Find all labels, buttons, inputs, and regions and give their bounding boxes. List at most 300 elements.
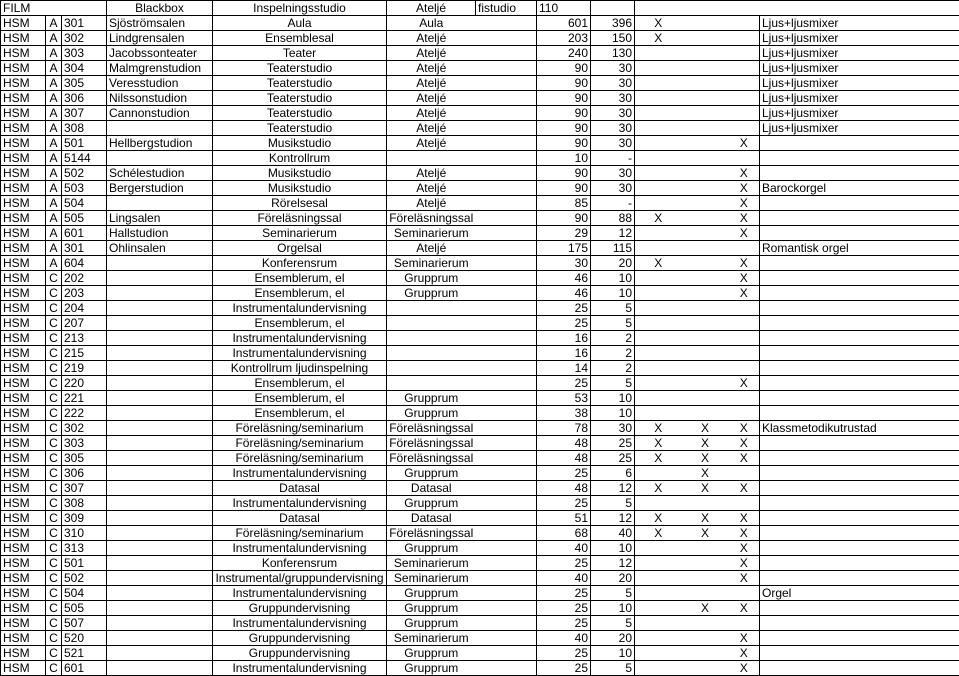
cell-flag-b [682,1,729,16]
cell-seats: 90 [537,121,591,136]
cell-room-category: Grupprum [387,646,476,661]
cell-house: HSM [1,481,46,496]
cell-equipment [760,406,959,421]
cell-equipment [760,481,959,496]
cell-room-number: 303 [62,436,107,451]
cell-flag-c [729,61,760,76]
cell-house: HSM [1,586,46,601]
cell-flag-c [729,346,760,361]
cell-capacity: 5 [591,616,635,631]
cell-extra [476,196,537,211]
cell-flag-a [635,496,682,511]
cell-wing: C [46,436,62,451]
cell-wing: C [46,631,62,646]
cell-wing: C [46,646,62,661]
cell-extra [476,586,537,601]
cell-room-category: Föreläsningssal [387,526,476,541]
cell-house: HSM [1,256,46,271]
cell-flag-a: X [635,451,682,466]
cell-flag-c [729,496,760,511]
cell-extra [476,136,537,151]
cell-flag-a [635,226,682,241]
cell-room-type: Kontrollrum [213,151,387,166]
cell-flag-a [635,391,682,406]
cell-capacity: 10 [591,406,635,421]
cell-capacity: 88 [591,211,635,226]
cell-wing: C [46,376,62,391]
cell-room-number: 215 [62,346,107,361]
cell-room-number: 504 [62,586,107,601]
cell-equipment [760,496,959,511]
cell-seats: 16 [537,331,591,346]
cell-room-name [107,121,213,136]
cell-extra: fistudio [476,1,537,16]
cell-flag-a [635,91,682,106]
cell-room-category [387,361,476,376]
cell-equipment [760,601,959,616]
cell-extra [476,526,537,541]
cell-flag-b [682,286,729,301]
cell-wing: A [46,46,62,61]
cell-flag-a [635,151,682,166]
cell-extra [476,541,537,556]
cell-extra [476,46,537,61]
cell-room-type: Instrumentalundervisning [213,586,387,601]
cell-capacity: 5 [591,586,635,601]
cell-seats: 25 [537,616,591,631]
cell-flag-c [729,46,760,61]
cell-capacity: 12 [591,556,635,571]
cell-room-number: 502 [62,571,107,586]
cell-room-type: Föreläsning/seminarium [213,526,387,541]
cell-room-type: Instrumentalundervisning [213,331,387,346]
cell-capacity: 30 [591,121,635,136]
table-body [1,1,959,676]
cell-extra [476,466,537,481]
cell-flag-c [729,76,760,91]
cell-seats: 16 [537,346,591,361]
cell-wing: C [46,571,62,586]
cell-seats: 48 [537,481,591,496]
table-row [1,196,959,211]
cell-room-type: Instrumentalundervisning [213,541,387,556]
cell-room-type: Aula [213,16,387,31]
cell-room-type: Teaterstudio [213,121,387,136]
cell-capacity: 30 [591,166,635,181]
cell-seats: 175 [537,241,591,256]
cell-wing: A [46,16,62,31]
cell-room-type: Konferensrum [213,556,387,571]
cell-wing: C [46,661,62,676]
cell-room-type: Musikstudio [213,181,387,196]
cell-flag-b: X [682,511,729,526]
cell-equipment [760,631,959,646]
cell-flag-b [682,316,729,331]
cell-flag-a: X [635,481,682,496]
cell-flag-b [682,91,729,106]
cell-equipment [760,316,959,331]
cell-flag-c: X [729,196,760,211]
cell-wing: A [46,166,62,181]
cell-flag-c: X [729,541,760,556]
table-row [1,406,959,421]
cell-flag-b: X [682,481,729,496]
cell-extra [476,556,537,571]
cell-equipment [760,646,959,661]
cell-flag-b [682,616,729,631]
cell-room-category [387,151,476,166]
cell-flag-a: X [635,16,682,31]
cell-flag-b [682,376,729,391]
cell-house: HSM [1,451,46,466]
cell-extra [476,76,537,91]
cell-room-category: Datasal [387,481,476,496]
cell-flag-a [635,346,682,361]
cell-house: HSM [1,241,46,256]
cell-capacity: 396 [591,16,635,31]
cell-room-name [107,421,213,436]
table-row [1,256,959,271]
cell-wing: C [46,331,62,346]
cell-flag-c [729,16,760,31]
cell-flag-c: X [729,631,760,646]
cell-equipment [760,286,959,301]
cell-room-name: Hellbergstudion [107,136,213,151]
table-row [1,241,959,256]
cell-flag-a [635,136,682,151]
cell-equipment: Ljus+ljusmixer [760,16,959,31]
cell-seats: 25 [537,376,591,391]
table-row [1,466,959,481]
cell-room-number: 302 [62,421,107,436]
cell-flag-c [729,31,760,46]
cell-room-number: 601 [62,661,107,676]
cell-room-category: Ateljé [387,1,476,16]
cell-house: HSM [1,376,46,391]
cell-flag-a [635,466,682,481]
cell-flag-a [635,181,682,196]
table-row [1,556,959,571]
cell-equipment [760,211,959,226]
cell-capacity: 5 [591,301,635,316]
cell-room-number: 204 [62,301,107,316]
cell-equipment: Orgel [760,586,959,601]
cell-flag-b [682,586,729,601]
cell-equipment: Ljus+ljusmixer [760,61,959,76]
cell-equipment [760,331,959,346]
cell-room-number: 308 [62,496,107,511]
cell-room-number: 306 [62,91,107,106]
cell-extra [476,646,537,661]
cell-room-type: Teaterstudio [213,91,387,106]
cell-room-category: Grupprum [387,271,476,286]
cell-room-category [387,316,476,331]
cell-room-name [107,601,213,616]
cell-flag-a [635,571,682,586]
cell-flag-a [635,646,682,661]
cell-house: HSM [1,496,46,511]
cell-capacity: 5 [591,376,635,391]
cell-seats: 48 [537,436,591,451]
cell-room-category: Grupprum [387,466,476,481]
cell-room-number: 521 [62,646,107,661]
table-row [1,16,959,31]
cell-room-number: 301 [62,241,107,256]
cell-equipment [760,556,959,571]
table-row [1,586,959,601]
cell-room-type: Rörelsesal [213,196,387,211]
cell-room-number: 313 [62,541,107,556]
cell-room-type: Teaterstudio [213,106,387,121]
cell-extra [476,16,537,31]
cell-capacity: 150 [591,31,635,46]
cell-equipment [760,1,959,16]
cell-wing: A [46,181,62,196]
cell-room-category: Ateljé [387,196,476,211]
cell-extra [476,331,537,346]
cell-seats: 240 [537,46,591,61]
cell-wing: C [46,556,62,571]
cell-wing: A [46,211,62,226]
cell-house: HSM [1,436,46,451]
cell-wing: A [46,31,62,46]
cell-wing: C [46,406,62,421]
cell-room-name [107,151,213,166]
cell-equipment [760,256,959,271]
cell-flag-a [635,376,682,391]
cell-seats: 78 [537,421,591,436]
cell-flag-b [682,361,729,376]
cell-equipment: Barockorgel [760,181,959,196]
cell-room-number: 307 [62,106,107,121]
cell-equipment: Ljus+ljusmixer [760,31,959,46]
cell-wing: C [46,481,62,496]
cell-room-category: Grupprum [387,601,476,616]
table-row [1,226,959,241]
cell-room-category: Ateljé [387,181,476,196]
cell-room-category: Aula [387,16,476,31]
cell-flag-c: X [729,436,760,451]
cell-seats: 601 [537,16,591,31]
cell-flag-c: X [729,511,760,526]
table-row [1,421,959,436]
cell-wing: A [46,151,62,166]
cell-room-number [62,1,107,16]
cell-capacity: 12 [591,511,635,526]
cell-seats: 203 [537,31,591,46]
cell-flag-a [635,166,682,181]
table-row [1,316,959,331]
cell-room-category: Grupprum [387,496,476,511]
cell-flag-a [635,286,682,301]
cell-flag-c: X [729,256,760,271]
cell-flag-a [635,46,682,61]
cell-capacity: 10 [591,271,635,286]
cell-room-type: Datasal [213,481,387,496]
cell-extra [476,361,537,376]
cell-flag-c: X [729,136,760,151]
cell-wing: A [46,241,62,256]
cell-flag-c [729,91,760,106]
cell-capacity: - [591,151,635,166]
cell-room-number: 213 [62,331,107,346]
cell-room-name [107,481,213,496]
cell-wing: C [46,541,62,556]
cell-equipment [760,151,959,166]
cell-room-type: Föreläsning/seminarium [213,421,387,436]
table-row [1,361,959,376]
cell-room-type: Musikstudio [213,166,387,181]
cell-room-name [107,436,213,451]
table-row [1,481,959,496]
cell-wing: C [46,496,62,511]
cell-room-number: 207 [62,316,107,331]
cell-equipment [760,451,959,466]
table-row [1,391,959,406]
table-row [1,211,959,226]
cell-seats: 25 [537,496,591,511]
cell-room-number: 221 [62,391,107,406]
cell-flag-a [635,1,682,16]
cell-room-name: Lindgrensalen [107,31,213,46]
cell-flag-c [729,391,760,406]
cell-extra [476,346,537,361]
cell-room-category: Seminarierum [387,256,476,271]
cell-seats: 14 [537,361,591,376]
cell-seats: 90 [537,61,591,76]
cell-flag-b [682,556,729,571]
cell-equipment [760,301,959,316]
cell-house: HSM [1,571,46,586]
cell-equipment [760,196,959,211]
cell-extra [476,211,537,226]
cell-house: HSM [1,271,46,286]
cell-room-number: 5144 [62,151,107,166]
cell-flag-b: X [682,601,729,616]
cell-capacity: 30 [591,136,635,151]
table-row [1,511,959,526]
cell-house: HSM [1,661,46,676]
cell-room-number: 307 [62,481,107,496]
cell-flag-a [635,556,682,571]
cell-house: HSM [1,91,46,106]
cell-capacity: 30 [591,91,635,106]
cell-equipment [760,391,959,406]
table-row [1,631,959,646]
cell-room-category: Ateljé [387,241,476,256]
cell-room-number: 305 [62,451,107,466]
cell-room-number: 502 [62,166,107,181]
cell-house: HSM [1,31,46,46]
cell-capacity: 40 [591,526,635,541]
cell-flag-b [682,106,729,121]
cell-house: HSM [1,121,46,136]
cell-house: HSM [1,361,46,376]
cell-flag-b: X [682,436,729,451]
table-row [1,571,959,586]
cell-house: HSM [1,421,46,436]
cell-house: HSM [1,106,46,121]
cell-seats: 48 [537,451,591,466]
cell-equipment: Ljus+ljusmixer [760,106,959,121]
cell-room-type: Orgelsal [213,241,387,256]
cell-capacity: 30 [591,61,635,76]
cell-capacity: 30 [591,181,635,196]
table-row [1,46,959,61]
cell-flag-c [729,301,760,316]
cell-room-category: Ateljé [387,76,476,91]
cell-flag-c: X [729,421,760,436]
cell-flag-b: X [682,451,729,466]
cell-room-type: Teaterstudio [213,76,387,91]
cell-capacity: 10 [591,601,635,616]
table-row [1,436,959,451]
cell-room-name [107,271,213,286]
cell-flag-b [682,391,729,406]
cell-room-category: Ateljé [387,31,476,46]
cell-room-type: Gruppundervisning [213,646,387,661]
cell-room-category [387,346,476,361]
cell-wing: C [46,361,62,376]
cell-extra [476,61,537,76]
cell-flag-c [729,106,760,121]
cell-equipment [760,346,959,361]
cell-room-number: 219 [62,361,107,376]
cell-flag-b [682,256,729,271]
cell-wing: C [46,586,62,601]
cell-room-number: 604 [62,256,107,271]
cell-room-name: Hallstudion [107,226,213,241]
cell-wing: C [46,526,62,541]
cell-room-category: Grupprum [387,616,476,631]
cell-room-number: 501 [62,136,107,151]
cell-room-name [107,196,213,211]
cell-extra [476,181,537,196]
cell-house: HSM [1,466,46,481]
cell-equipment [760,166,959,181]
cell-room-number: 305 [62,76,107,91]
cell-wing: C [46,421,62,436]
cell-flag-c [729,586,760,601]
cell-house: HSM [1,76,46,91]
cell-room-name: Jacobssonteater [107,46,213,61]
cell-room-name [107,361,213,376]
cell-flag-c [729,151,760,166]
cell-extra [476,376,537,391]
cell-capacity: 5 [591,316,635,331]
cell-flag-a [635,301,682,316]
cell-room-number: 310 [62,526,107,541]
cell-equipment: Ljus+ljusmixer [760,91,959,106]
cell-room-number: 302 [62,31,107,46]
cell-capacity: 5 [591,661,635,676]
cell-room-category: Seminarierum [387,556,476,571]
cell-room-type: Ensemblerum, el [213,406,387,421]
cell-flag-c: X [729,166,760,181]
cell-flag-a [635,196,682,211]
cell-seats: 25 [537,556,591,571]
cell-equipment [760,541,959,556]
cell-seats: 90 [537,91,591,106]
cell-house: HSM [1,301,46,316]
cell-wing: A [46,256,62,271]
cell-room-type: Teater [213,46,387,61]
cell-room-number: 507 [62,616,107,631]
cell-flag-c: X [729,376,760,391]
cell-house: HSM [1,616,46,631]
cell-capacity: 30 [591,421,635,436]
table-row [1,346,959,361]
